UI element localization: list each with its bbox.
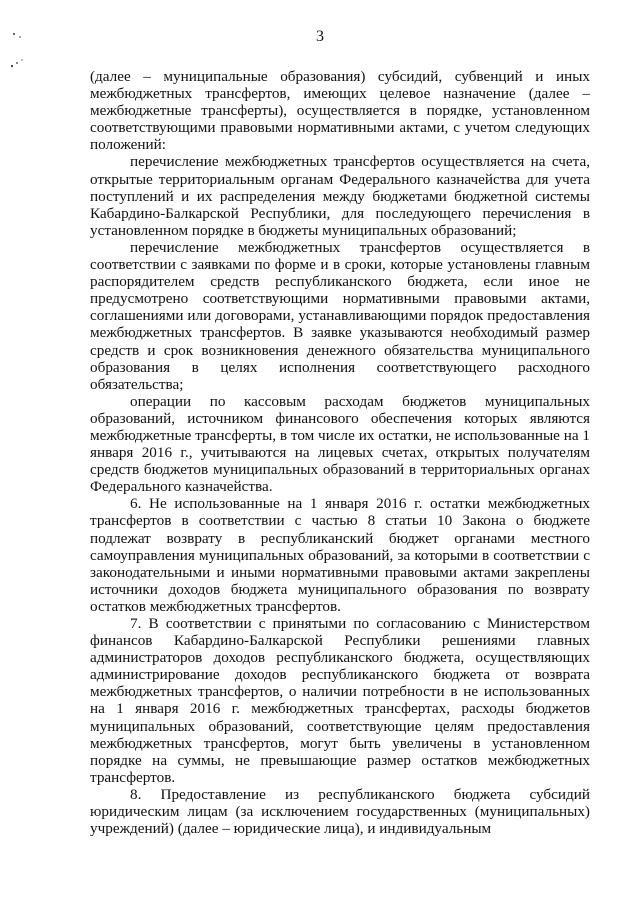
paragraph: 8. Предоставление из республиканского бюджета субсидий юридическим лицам (за исключением государственных (муниципальных) учреждений) (далее – юридические лица), и индивидуальным (90, 785, 590, 838)
paragraph: 6. Не использованные на 1 января 2016 г. остатки межбюджетных трансфертов в соответствии с частью 8 статьи 10 Закона о бюджете подлежат возврату в республиканский бюджет органами местного самоуправления муниципальных образований, за которыми в соответствии с законодательными и иными нормативными правовыми актами закреплены источники доходов бюджета муниципального образования по возврату остатков межбюджетных трансфертов. (90, 495, 590, 615)
paragraph: перечисление межбюджетных трансфертов осуществляется на счета, открытые территориальным органам Федерального казначейства для учета поступлений и их распределения между бюджетами бюджетной системы Кабардино-Балкарской Республики, для последующего перечисления в установленном порядке в бюджеты муниципальных образований; (90, 153, 590, 239)
page-number: 3 (316, 28, 324, 45)
paragraph: операции по кассовым расходам бюджетов муниципальных образований, источником финансового обеспечения которых являются межбюджетные трансферты, в том числе их остатки, не использованные на 1 января 2016 г., учитываются на лицевых счетах, открытых получателям средств бюджетов муниципальных образований в территориальных органах Федерального казначейства. (90, 392, 590, 496)
document-body (90, 68, 590, 837)
paragraph: (далее – муниципальные образования) субсидий, субвенций и иных межбюджетных трансфертов, имеющих целевое назначение (далее – межбюджетные трансферты), осуществляется в порядке, установленном соответствующими правовыми нормативными актами, с учетом следующих положений: (90, 68, 590, 154)
paragraph: 7. В соответствии с принятыми по согласованию с Министерством финансов Кабардино-Балкарской Республики решениями главных администраторов доходов республиканского бюджета, осуществляющих администрирование доходов республиканского бюджета от возврата межбюджетных трансфертов, о наличии потребности в не использованных на 1 января 2016 г. межбюджетных трансфертах, расходы бюджетов муниципальных образований, соответствующие целям предоставления межбюджетных трансфертов, могут быть увеличены в установленном порядке на суммы, не превышающие размер остатков межбюджетных трансфертов. (90, 615, 590, 786)
paragraph: перечисление межбюджетных трансфертов осуществляется в соответствии с заявками по форме и в сроки, которые установлены главным распорядителем средств республиканского бюджета, если иное не предусмотрено соответствующими нормативными правовыми актами, соглашениями или договорами, устанавливающими порядок предоставления межбюджетных трансфертов. В заявке указываются необходимый размер средств и срок возникновения денежного обязательства муниципального образования в целях исполнения соответствующего расходного обязательства; (90, 238, 590, 393)
